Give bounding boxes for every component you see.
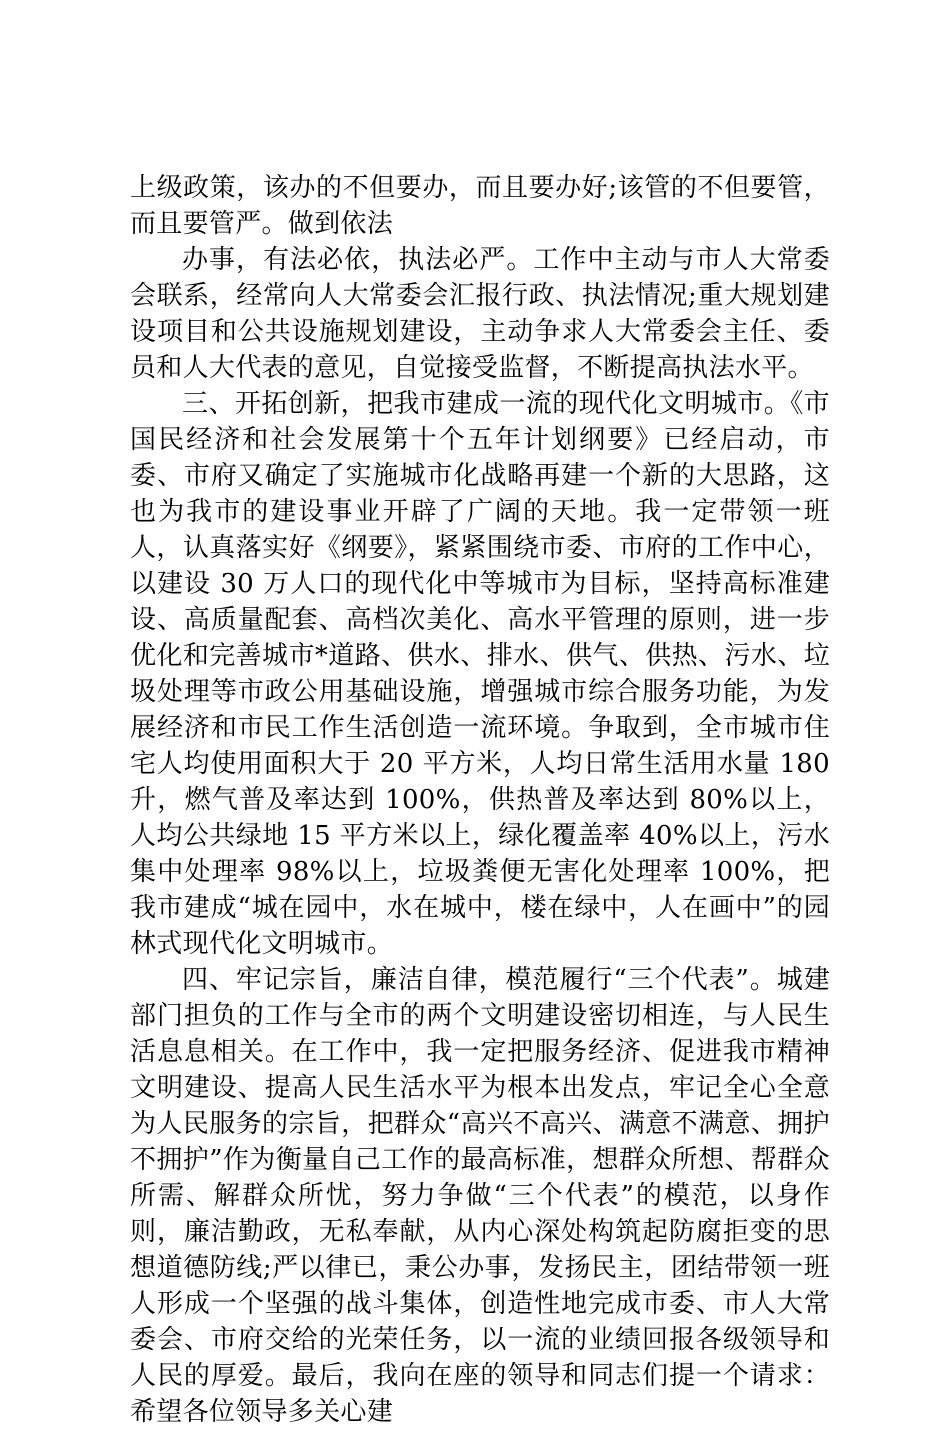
paragraph-2: 办事，有法必依，执法必严。工作中主动与市人大常委会联系，经常向人大常委会汇报行政、执法情况;重大规划建设项目和公共设施规划建设，主动争求人大常委会主任、委员和人大代表的意见，自觉接受监督，不断提高执法水平。 <box>130 245 830 383</box>
paragraph-1: 上级政策，该办的不但要办，而且要办好;该管的不但要管，而且要管严。做到依法 <box>130 173 830 239</box>
document-body <box>130 170 830 1430</box>
paragraph-4: 四、牢记宗旨，廉洁自律，模范履行“三个代表”。城建部门担负的工作与全市的两个文明建设密切相连，与人民生活息息相关。在工作中，我一定把服务经济、促进我市精神文明建设、提高人民生活水平为根本出发点，牢记全心全意为人民服务的宗旨，把群众“高兴不高兴、满意不满意、拥护不拥护”作为衡量自己工作的最高标准，想群众所想、帮群众所需、解群众所忧，努力争做“三个代表”的模范，以身作则，廉洁勤政，无私奉献，从内心深处构筑起防腐拒变的思想道德防线;严以律已，秉公办事，发扬民主，团结带领一班人形成一个坚强的战斗集体，创造性地完成市委、市人大常委会、市府交给的光荣任务，以一流的业绩回报各级领导和人民的厚爱。最后，我向在座的领导和同志们提一个请求：希望各位领导多关心建 <box>130 965 830 1427</box>
paragraph-3: 三、开拓创新，把我市建成一流的现代化文明城市。《市国民经济和社会发展第十个五年计划纲要》已经启动，市委、市府又确定了实施城市化战略再建一个新的大思路，这也为我市的建设事业开辟了广阔的天地。我一定带领一班人，认真落实好《纲要》，紧紧围绕市委、市府的工作中心，以建设 30 万人口的现代化中等城市为目标，坚持高标准建设、高质量配套、高档次美化、高水平管理的原则，进一步优化和完善城市*道路、供水、排水、供气、供热、污水、垃圾处理等市政公用基础设施，增强城市综合服务功能，为发展经济和市民工作生活创造一流环境。争取到，全市城市住宅人均使用面积大于 20 平方米，人均日常生活用水量 180 升，燃气普及率达到 100%，供热普及率达到 80%以上，人均公共绿地 15 平方米以上，绿化覆盖率 40%以上，污水集中处理率 98%以上，垃圾粪便无害化处理率 100%，把我市建成“城在园中，水在城中，楼在绿中，人在画中”的园林式现代化文明城市。 <box>130 389 830 959</box>
